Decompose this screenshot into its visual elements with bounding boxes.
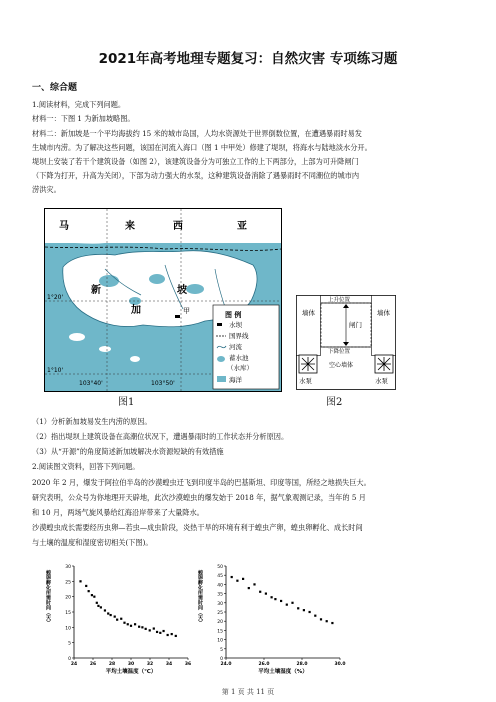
data-point xyxy=(141,626,143,628)
data-point xyxy=(91,594,93,596)
data-point xyxy=(286,604,288,606)
q1-sub-3: （3）从“开源”的角度简述新加坡解决水资源短缺的有效措施 xyxy=(32,447,224,456)
y-tick-label: 40 xyxy=(217,583,223,589)
data-point xyxy=(331,622,333,624)
x-tick-label: 36 xyxy=(184,662,192,667)
q1-intro: 1.阅读材料，完成下列问题。 xyxy=(32,100,126,109)
data-point xyxy=(120,618,122,620)
data-point xyxy=(107,612,109,614)
data-point xyxy=(116,619,118,621)
y-tick-label: 30 xyxy=(217,601,223,607)
x-tick-label: 30 xyxy=(127,662,135,667)
q1-sub-1: （1）分析新加坡易发生内涝的原因。 xyxy=(32,417,152,426)
legend-reservoir-symbol xyxy=(217,356,225,362)
legend-border: 国界线 xyxy=(229,332,249,340)
page-title: 2021年高考地理专题复习：自然灾害 专项练习题 xyxy=(98,51,398,67)
data-point xyxy=(242,578,244,580)
data-point xyxy=(265,593,267,595)
data-point xyxy=(93,596,95,598)
data-point xyxy=(236,580,238,582)
data-point xyxy=(134,623,136,625)
x-axis-label: 平均土壤温度（℃） xyxy=(105,669,157,675)
data-point xyxy=(303,609,305,611)
x-tick-label: 32 xyxy=(146,662,154,667)
map-label-ya: 亚 xyxy=(237,221,247,232)
map-label-jia2: 甲 xyxy=(183,307,190,315)
section-heading: 一、综合题 xyxy=(32,83,78,93)
y-tick-label: 15 xyxy=(217,629,223,635)
data-point xyxy=(159,632,161,634)
data-point xyxy=(138,626,140,628)
data-point xyxy=(309,611,311,613)
legend-sea-symbol xyxy=(217,376,226,382)
q1-material-1: 材料一：下图 1 为新加坡略图。 xyxy=(32,114,135,123)
data-point xyxy=(314,615,316,617)
y-tick-label: 20 xyxy=(65,595,71,601)
wall-right-label: 墙体 xyxy=(377,309,390,317)
data-point xyxy=(104,609,106,611)
data-point xyxy=(248,587,250,589)
y-tick-label: 50 xyxy=(217,565,223,570)
y-tick-label: 10 xyxy=(217,638,223,644)
q1-material-2-line-3: 堤坝上安装了若干个建筑设备（如图 2），该建筑设备分为可独立工作的上下两部分，上部为可升降闸门 xyxy=(32,157,359,166)
legend-dam: 水坝 xyxy=(229,321,242,329)
data-point xyxy=(88,590,90,592)
y-tick-label: 5 xyxy=(68,641,71,647)
pump-left-label: 水泵 xyxy=(299,377,312,385)
device-diagram xyxy=(296,295,396,390)
q2-line-4: 沙漠蝗虫成长需要经历虫卵—若虫—成虫阶段，炎热干旱的环境有利于蝗虫产卵，蝗虫卵孵化、成长时间 xyxy=(32,523,363,532)
data-point xyxy=(110,614,112,616)
lat-label-1: 1°20' xyxy=(47,294,64,301)
y-tick-label: 0 xyxy=(68,657,71,662)
lat-label-2: 1°10' xyxy=(47,367,64,374)
q2-line-3: 和 10 月，两场气旋风暴给红海沿岸带来了大量降水。 xyxy=(32,508,204,517)
data-point xyxy=(127,623,129,625)
data-point xyxy=(291,602,293,604)
map-legend xyxy=(213,305,279,389)
data-point xyxy=(326,620,328,622)
data-point xyxy=(79,580,81,582)
x-axis-label: 平均土壤湿度（%） xyxy=(258,669,308,675)
x-tick-label: 30.0 xyxy=(334,662,346,667)
q1-material-2-line-4: （下降为打开，升高为关闭），下部为动力强大的水泵，这种建筑设备消除了遇暴雨时不同潮位的城市内 xyxy=(32,171,360,180)
data-point xyxy=(145,628,147,630)
data-point xyxy=(167,634,169,636)
singapore-map-svg xyxy=(45,209,281,391)
data-point xyxy=(96,602,98,604)
lon-label-1: 103°40' xyxy=(79,380,103,387)
q1-material-2-line-5: 涝洪灾。 xyxy=(32,185,61,194)
data-point xyxy=(274,598,276,600)
data-point xyxy=(162,630,164,632)
legend-dam-symbol xyxy=(217,323,222,326)
y-tick-label: 10 xyxy=(65,626,71,632)
dam-marker xyxy=(175,315,180,318)
data-point xyxy=(259,591,261,593)
legend-title: 图 例 xyxy=(225,311,242,319)
y-tick-label: 35 xyxy=(217,592,223,598)
map-label-lai: 来 xyxy=(125,221,135,232)
y-tick-label: 0 xyxy=(220,657,223,662)
legend-sea: 海洋 xyxy=(229,376,242,384)
data-point xyxy=(130,625,132,627)
map-label-xi: 西 xyxy=(173,221,183,232)
data-point xyxy=(149,629,151,631)
data-point xyxy=(280,600,282,602)
wall-left-label: 墙体 xyxy=(302,309,315,317)
data-point xyxy=(175,635,177,637)
singapore-map xyxy=(44,208,282,392)
y-tick-label: 15 xyxy=(65,611,71,616)
legend-reservoir: 蓄水池 xyxy=(229,354,249,362)
figure-1-caption: 图1 xyxy=(118,397,135,408)
q2-line-2: 研究表明，公众号为你地理开天辟地，此次沙漠蝗虫的爆发始于 2018 年，据气象观测记录，当年的 5 月 xyxy=(32,493,366,502)
q2-intro: 2.阅读图文资料，回答下列问题。 xyxy=(32,462,140,471)
legend-reservoir-sub: （水库） xyxy=(227,364,253,372)
data-point xyxy=(123,622,125,624)
q2-line-1: 2020 年 2 月，爆发于阿拉伯半岛的沙漠蝗虫迁飞到印度半岛的巴基斯坦、印度等国，所经之地损失巨大。 xyxy=(32,478,371,487)
x-tick-label: 24.0 xyxy=(220,662,232,667)
q1-material-2-line-2: 生城市内涝。为了解决这些问题，该国在河流入海口（图 1 中甲处）修建了堤坝，将海水与陆地淡水分开。 xyxy=(32,143,372,152)
y-tick-label: 5 xyxy=(220,647,223,653)
x-tick-label: 26.0 xyxy=(258,662,270,667)
data-point xyxy=(114,616,116,618)
data-point xyxy=(297,607,299,609)
legend-river: 河流 xyxy=(229,343,242,351)
data-point xyxy=(100,606,102,608)
data-point xyxy=(320,618,322,620)
y-tick-label: 45 xyxy=(217,574,223,580)
data-point xyxy=(85,585,87,587)
map-label-po: 坡 xyxy=(177,285,187,296)
data-point xyxy=(153,627,155,629)
x-tick-label: 26 xyxy=(89,662,97,667)
y-tick-label: 25 xyxy=(217,611,223,616)
map-label-jia: 加 xyxy=(131,305,141,316)
up-position-label: 上升位置 xyxy=(328,297,351,304)
map-label-xin: 新 xyxy=(91,285,101,296)
page-footer: 第 1 页 共 11 页 xyxy=(221,688,275,696)
lon-label-2: 103°50' xyxy=(151,380,175,387)
chart-soil-humidity xyxy=(194,560,344,678)
x-tick-label: 28.0 xyxy=(296,662,308,667)
gate-label: 闸门 xyxy=(349,321,362,329)
figure-2-caption: 图2 xyxy=(326,397,343,408)
x-tick-label: 24 xyxy=(70,662,78,667)
q1-sub-2: （2）指出堤坝上建筑设备在高潮位状况下，遭遇暴雨时的工作状态并分析原因。 xyxy=(32,432,289,441)
data-point xyxy=(97,605,99,607)
data-point xyxy=(171,633,173,635)
y-axis-label: 蝗卵孵化所需时间（天） xyxy=(45,570,51,625)
y-tick-label: 30 xyxy=(65,565,71,570)
data-point xyxy=(231,576,233,578)
y-tick-label: 25 xyxy=(65,580,71,586)
q2-line-5: 与土壤的温度和湿度密切相关(下图)。 xyxy=(32,538,153,547)
y-axis-label: 蝗卵孵化所需时间（天） xyxy=(197,570,203,625)
y-tick-label: 20 xyxy=(217,620,223,626)
chart-soil-temperature xyxy=(42,560,192,678)
x-tick-label: 34 xyxy=(165,662,173,667)
map-label-ma: 马 xyxy=(59,221,69,232)
pump-right-label: 水泵 xyxy=(375,377,388,385)
data-point xyxy=(271,596,273,598)
data-point xyxy=(253,583,255,585)
q1-material-2-line-1: 材料二：新加坡是一个平均海拔约 15 米的城市岛国，人均水资源处于世界倒数位置，在遭遇暴雨时易发 xyxy=(32,129,362,138)
data-point xyxy=(156,631,158,633)
x-tick-label: 28 xyxy=(108,662,116,667)
down-position-label: 下降位置 xyxy=(328,349,351,355)
hollow-wall-label: 空心墙体 xyxy=(329,362,354,369)
